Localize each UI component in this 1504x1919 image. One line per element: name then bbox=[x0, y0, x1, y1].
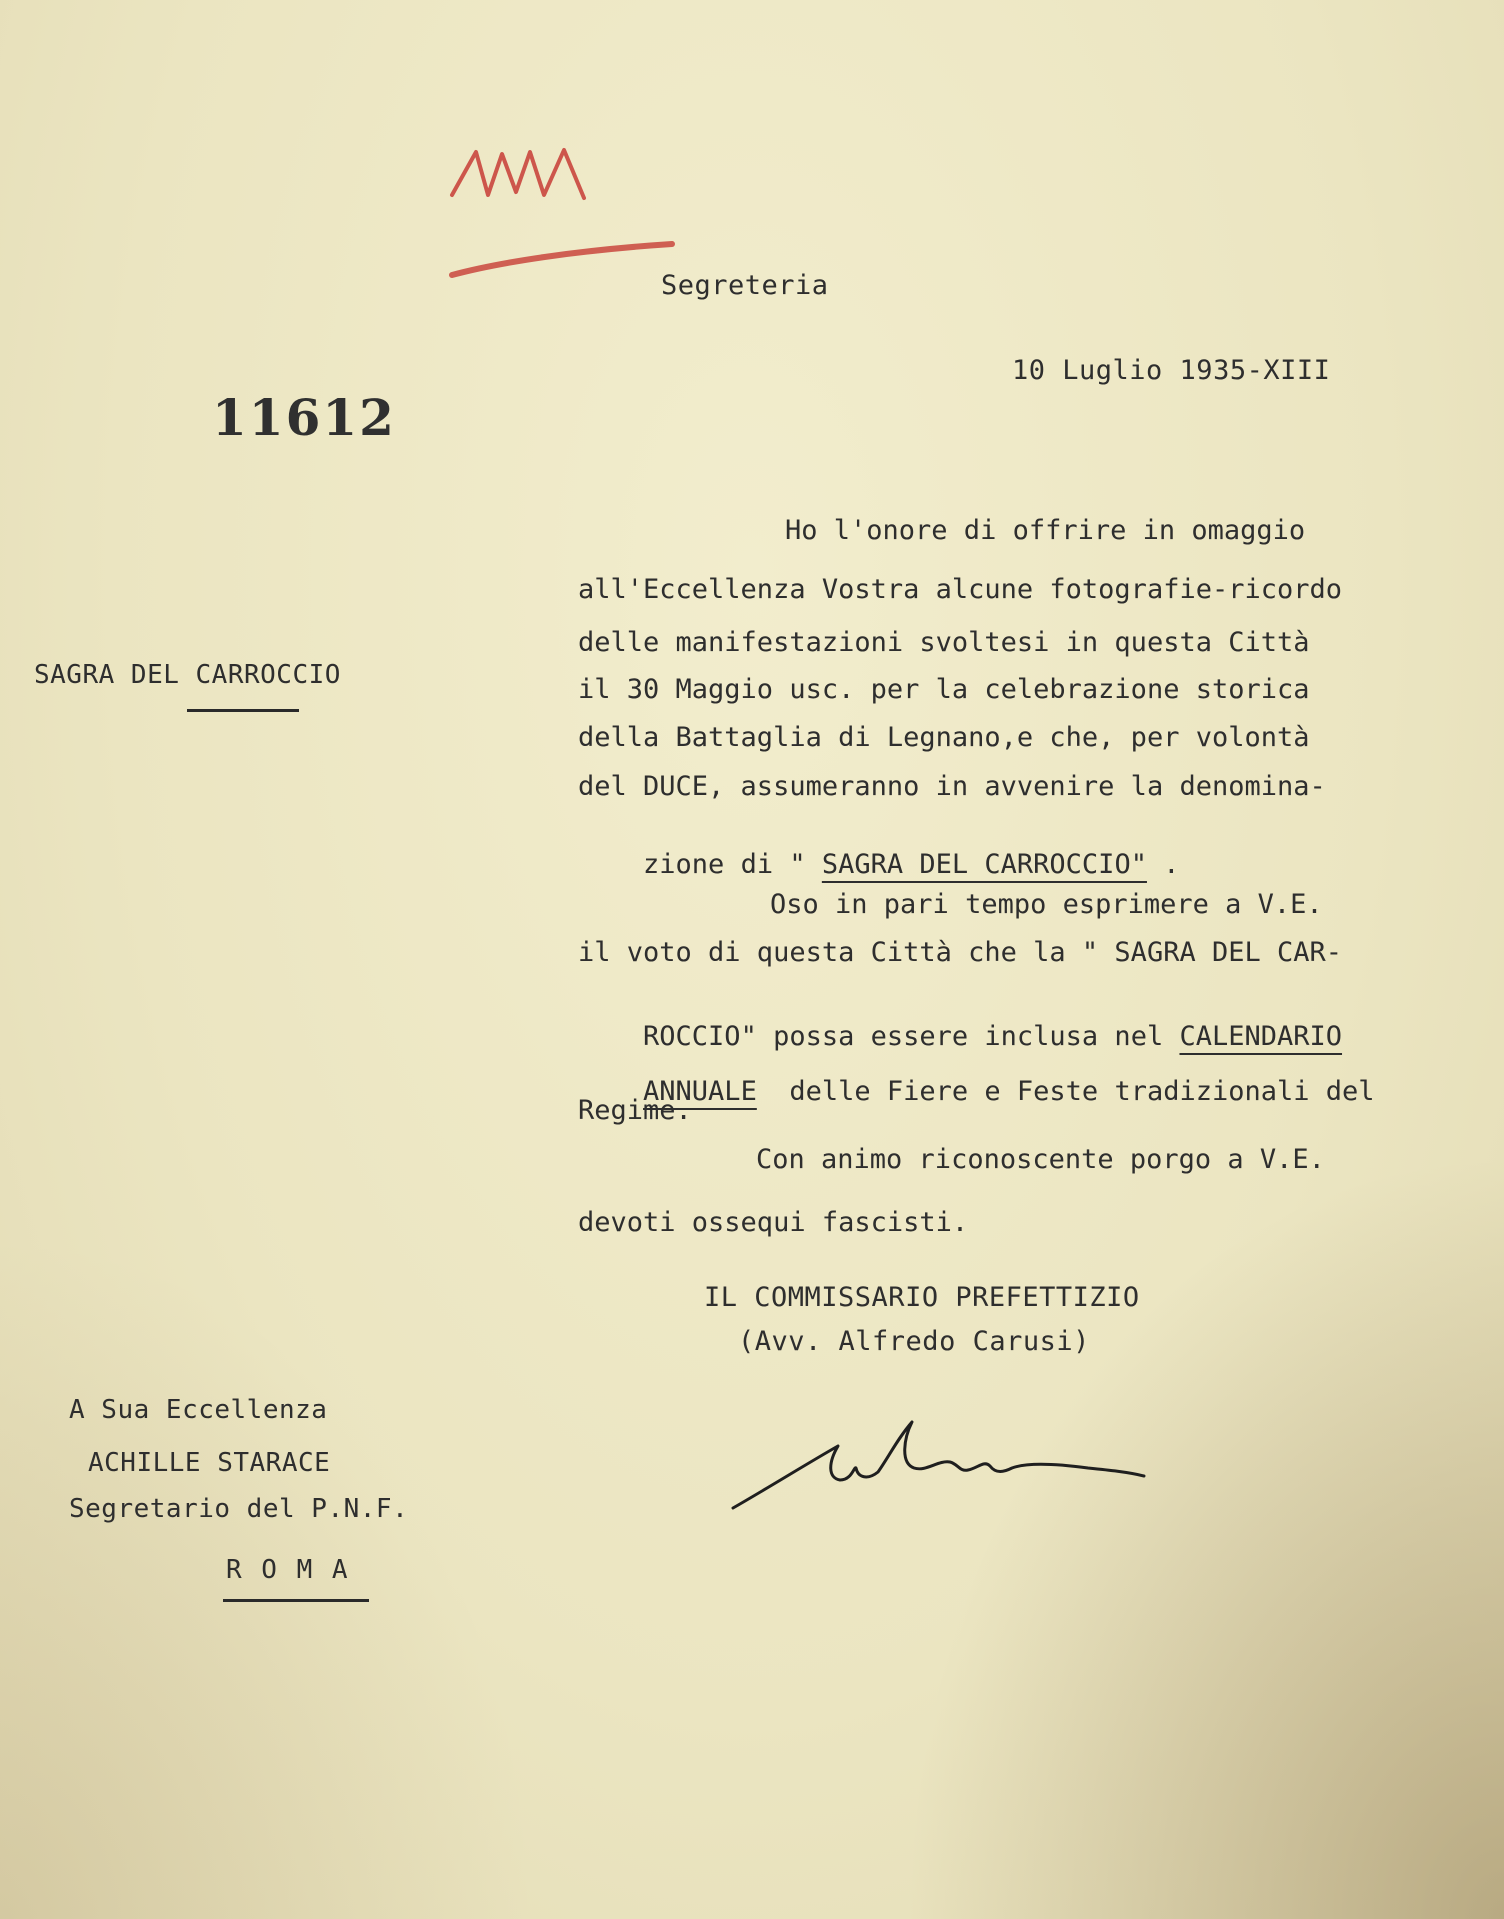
body-line: Con animo riconoscente porgo a V.E. bbox=[756, 1144, 1325, 1175]
recipient-name: ACHILLE STARACE bbox=[88, 1448, 331, 1478]
underlined-event-name: SAGRA DEL CARROCCIO" bbox=[821, 849, 1147, 880]
underlined-annual: ANNUALE bbox=[643, 1076, 757, 1107]
body-line: della Battaglia di Legnano,e che, per volontà bbox=[578, 722, 1310, 753]
city-underline bbox=[223, 1599, 369, 1602]
body-text: . bbox=[1146, 849, 1180, 880]
red-pencil-mark bbox=[440, 140, 680, 280]
body-line: delle manifestazioni svoltesi in questa Città bbox=[578, 627, 1310, 658]
body-line: il 30 Maggio usc. per la celebrazione storica bbox=[578, 674, 1310, 705]
letter-date: 10 Luglio 1935-XIII bbox=[1012, 355, 1331, 386]
protocol-number: 11612 bbox=[212, 388, 396, 447]
body-line bbox=[578, 1045, 1375, 1138]
body-line: all'Eccellenza Vostra alcune fotografie-ricordo bbox=[578, 574, 1343, 605]
body-line: Oso in pari tempo esprimere a V.E. bbox=[770, 889, 1323, 920]
handwritten-signature bbox=[728, 1408, 1148, 1518]
body-line: Ho l'onore di offrire in omaggio bbox=[785, 515, 1306, 546]
underlined-calendar: CALENDARIO bbox=[1179, 1021, 1343, 1052]
signatory-title: IL COMMISSARIO PREFETTIZIO bbox=[704, 1282, 1140, 1313]
office-label: Segreteria bbox=[661, 270, 829, 301]
body-text: zione di " bbox=[643, 849, 822, 880]
signatory-name: (Avv. Alfredo Carusi) bbox=[738, 1326, 1090, 1357]
recipient-salutation: A Sua Eccellenza bbox=[69, 1395, 328, 1425]
body-line: del DUCE, assumeranno in avvenire la denomina- bbox=[578, 771, 1326, 802]
subject-heading: SAGRA DEL CARROCCIO bbox=[34, 660, 341, 690]
recipient-city: R O M A bbox=[226, 1555, 350, 1585]
body-line: Regime. bbox=[578, 1095, 692, 1126]
recipient-role: Segretario del P.N.F. bbox=[69, 1494, 409, 1524]
body-line: il voto di questa Città che la " SAGRA DEL CAR- bbox=[578, 937, 1343, 968]
body-line: devoti ossequi fascisti. bbox=[578, 1207, 969, 1238]
body-text: delle Fiere e Feste tradizionali del bbox=[756, 1076, 1375, 1107]
body-text: ROCCIO" possa essere inclusa nel bbox=[643, 1021, 1180, 1052]
subject-underline bbox=[187, 709, 299, 712]
